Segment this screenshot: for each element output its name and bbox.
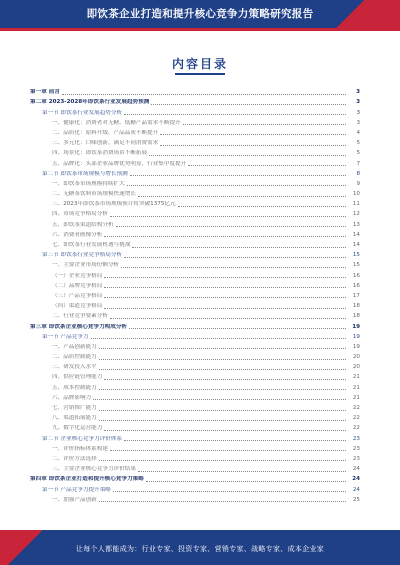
toc-leader-dots: [91, 338, 346, 339]
toc-entry[interactable]: [30, 188, 360, 198]
toc-entry[interactable]: [30, 117, 360, 127]
toc-entry[interactable]: [30, 494, 360, 504]
toc-page-number: 24: [352, 486, 360, 493]
toc-leader-dots: [149, 155, 346, 156]
toc-entry[interactable]: [30, 453, 360, 463]
toc-entry-text: 一、产品创新能力: [52, 343, 97, 350]
toc-leader-dots: [151, 104, 346, 105]
toc-entry-text: 九、数字化运营能力: [52, 425, 103, 432]
toc-entry-text: 第二节 即饮茶市场规模与增长预测: [42, 170, 128, 177]
toc-page-number: 24: [352, 466, 360, 473]
toc-entry-text: （三）产品竞争格局: [52, 292, 103, 299]
toc-leader-dots: [104, 297, 346, 298]
toc-leader-dots: [99, 359, 346, 360]
toc-page-number: 12: [352, 211, 360, 218]
toc-entry-text: 二、无糖茶饮料市场规模快速增长: [52, 191, 136, 198]
toc-entry[interactable]: [30, 178, 360, 188]
toc-leader-dots: [183, 124, 346, 125]
toc-page-number: 21: [352, 374, 360, 381]
toc-entry-text: 五、品牌化：头部企业品牌优势明显，行业集中度提升: [52, 160, 187, 167]
toc-page-number: 24: [352, 476, 360, 483]
toc-leader-dots: [124, 257, 346, 258]
toc-entry-text: 七、营销推广能力: [52, 405, 97, 411]
toc-entry-text: 六、消费者画像分析: [52, 231, 103, 238]
toc-entry[interactable]: [30, 392, 360, 402]
toc-entry[interactable]: [30, 198, 360, 208]
toc-page-number: 14: [352, 231, 360, 238]
toc-leader-dots: [146, 481, 346, 482]
toc-page-number: 19: [352, 323, 360, 330]
footer-slogan: 让每个人都能成为：行业专家、投资专家、营销专家、战略专家、成本企业家: [75, 545, 325, 553]
toc-leader-dots: [130, 175, 346, 176]
toc-entry-text: 八、渠道拓展能力: [52, 415, 97, 422]
toc-entry-text: 一、评价指标体系构建: [52, 445, 108, 452]
toc-leader-dots: [138, 471, 346, 472]
toc-page-number: 20: [352, 354, 360, 361]
toc-entry-text: 三、多元化：口味创新，满足不同消费需求: [52, 140, 159, 147]
toc-entry-text: 六、品牌影响力: [52, 394, 92, 401]
toc-entry[interactable]: [30, 249, 360, 259]
toc-leader-dots: [104, 308, 346, 309]
toc-entry-text: 第一章 前言: [30, 89, 60, 96]
toc-entry[interactable]: [30, 443, 360, 453]
toc-page-number: 7: [356, 160, 360, 167]
toc-page-number: 5: [356, 140, 360, 147]
toc-leader-dots: [99, 369, 346, 370]
toc-leader-dots: [99, 410, 346, 411]
toc-entry[interactable]: [30, 412, 360, 422]
toc-page-number: 19: [352, 343, 360, 350]
toc-page-number: 21: [352, 394, 360, 401]
toc-entry-text: 第一节 产品竞争力: [42, 333, 89, 340]
toc-entry-text: 五、成本控制能力: [52, 384, 97, 391]
toc-leader-dots: [124, 114, 346, 115]
toc-entry[interactable]: [30, 106, 360, 116]
toc-page-number: 19: [352, 333, 360, 340]
toc-page-number: 21: [352, 384, 360, 391]
toc-leader-dots: [132, 247, 346, 248]
toc-leader-dots: [104, 287, 346, 288]
toc-entry[interactable]: [30, 331, 360, 341]
table-of-contents: [30, 86, 360, 504]
toc-leader-dots: [99, 501, 346, 502]
toc-entry-text: 四、供应链管理能力: [52, 374, 103, 381]
toc-entry[interactable]: [30, 351, 360, 361]
toc-leader-dots: [99, 348, 346, 349]
toc-entry[interactable]: [30, 341, 360, 351]
toc-entry-text: （一）企业竞争格局: [52, 272, 103, 279]
toc-entry-text: 一、健康化：消费者对无糖、低糖产品需求不断提升: [52, 119, 181, 126]
toc-leader-dots: [188, 165, 346, 166]
toc-leader-dots: [160, 145, 346, 146]
toc-leader-dots: [116, 226, 346, 227]
toc-page-number: 23: [352, 445, 360, 452]
toc-entry-text: 第三章 即饮茶企业核心竞争力构成分析: [30, 323, 128, 330]
toc-entry-text: 四、场景化：即饮茶消费场景不断拓展: [52, 150, 148, 157]
toc-entry[interactable]: [30, 290, 360, 300]
toc-page-number: 22: [352, 425, 360, 432]
toc-entry[interactable]: [30, 269, 360, 279]
toc-entry-text: 第二章 2023-2028年即饮茶行业发展趋势预测: [30, 99, 150, 106]
toc-entry[interactable]: [30, 86, 360, 96]
toc-leader-dots: [99, 389, 346, 390]
toc-page-number: 3: [356, 89, 360, 96]
toc-leader-dots: [160, 134, 346, 135]
toc-entry-text: （二）品牌竞争格局: [52, 282, 103, 289]
toc-leader-dots: [110, 216, 346, 217]
toc-page-number: 4: [356, 129, 360, 136]
toc-entry-text: 一、加强产品创新: [52, 496, 97, 503]
toc-page-number: 15: [352, 262, 360, 269]
toc-entry-text: 第三节 即饮茶行业竞争格局分析: [42, 252, 123, 259]
toc-entry[interactable]: [30, 127, 360, 137]
toc-leader-dots: [62, 94, 346, 95]
toc-page-number: 16: [352, 282, 360, 289]
toc-page-number: 11: [352, 201, 360, 208]
toc-entry-text: （四）渠道竞争格局: [52, 303, 103, 310]
toc-page-number: 22: [352, 405, 360, 411]
toc-title: 内容目录: [171, 57, 228, 71]
toc-entry-text: 第一节 产品竞争力提升策略: [42, 486, 111, 493]
toc-entry[interactable]: [30, 473, 360, 483]
toc-entry[interactable]: [30, 208, 360, 218]
toc-entry-text: 二、评价方法选择: [52, 455, 97, 462]
toc-page-number: 14: [352, 242, 360, 248]
toc-entry[interactable]: [30, 300, 360, 310]
toc-leader-dots: [178, 206, 346, 207]
toc-entry-text: 四、市场竞争格局分析: [52, 211, 108, 218]
toc-entry[interactable]: [30, 402, 360, 412]
toc-entry-text: 二、品质控制能力: [52, 354, 97, 361]
toc-entry[interactable]: [30, 259, 360, 269]
toc-leader-dots: [127, 185, 346, 186]
toc-entry-text: 二、品质化：原料升级，产品品质不断提升: [52, 129, 159, 136]
toc-page-number: 23: [352, 435, 360, 442]
toc-page-number: 5: [356, 150, 360, 157]
toc-entry[interactable]: [30, 168, 360, 178]
toc-leader-dots: [121, 267, 346, 268]
toc-leader-dots: [110, 318, 346, 319]
toc-entry-text: 第一节 即饮茶行业发展趋势分析: [42, 109, 123, 116]
toc-entry[interactable]: [30, 239, 360, 249]
toc-page-number: 20: [352, 364, 360, 371]
toc-page-number: 18: [352, 303, 360, 310]
toc-leader-dots: [138, 196, 346, 197]
toc-entry[interactable]: [30, 229, 360, 239]
toc-title-rule: [175, 73, 225, 75]
toc-entry[interactable]: [30, 137, 360, 147]
toc-page-number: 16: [352, 272, 360, 279]
toc-page-number: 8: [356, 170, 360, 177]
toc-leader-dots: [124, 440, 346, 441]
toc-leader-dots: [104, 277, 346, 278]
toc-entry-text: 三、2023年即饮茶市场规模预计将突破1375亿元: [52, 201, 176, 208]
toc-leader-dots: [104, 236, 346, 237]
toc-page-number: 23: [352, 455, 360, 462]
toc-leader-dots: [104, 430, 346, 431]
toc-leader-dots: [99, 460, 346, 461]
toc-page-number: 18: [352, 313, 360, 320]
toc-entry[interactable]: [30, 381, 360, 391]
toc-entry-text: 二、行业竞争要素分析: [52, 313, 108, 320]
toc-entry[interactable]: [30, 422, 360, 432]
toc-entry-text: 一、主要企业市场份额分析: [52, 262, 120, 269]
toc-entry[interactable]: [30, 157, 360, 167]
toc-entry[interactable]: [30, 147, 360, 157]
toc-entry[interactable]: [30, 463, 360, 473]
toc-page-number: 15: [352, 252, 360, 259]
header-divider: [0, 28, 400, 31]
toc-entry-text: 第二节 企业核心竞争力评价体系: [42, 435, 123, 442]
toc-page-number: 17: [352, 292, 360, 299]
toc-page-number: 22: [352, 415, 360, 422]
toc-entry-text: 第四章 即饮茶企业打造和提升核心竞争力策略: [30, 476, 144, 483]
toc-page-number: 10: [352, 191, 360, 198]
toc-leader-dots: [113, 491, 346, 492]
toc-page-number: 13: [352, 221, 360, 228]
toc-entry[interactable]: [30, 483, 360, 493]
toc-leader-dots: [110, 450, 346, 451]
toc-entry[interactable]: [30, 432, 360, 442]
toc-entry[interactable]: [30, 361, 360, 371]
toc-page-number: 3: [356, 99, 360, 106]
toc-page-number: 25: [352, 496, 360, 503]
toc-entry-text: 五、即饮茶渠道结构分析: [52, 221, 114, 228]
report-title: 即饮茶企业打造和提升核心竞争力策略研究报告: [86, 8, 314, 20]
toc-entry[interactable]: [30, 320, 360, 330]
toc-entry[interactable]: [30, 96, 360, 106]
toc-page-number: 9: [356, 180, 360, 187]
toc-entry[interactable]: [30, 310, 360, 320]
toc-entry-text: 三、主要企业核心竞争力评价结果: [52, 466, 136, 473]
toc-leader-dots: [129, 328, 346, 329]
toc-entry-text: 七、即饮茶行业发展机遇与挑战: [52, 242, 131, 248]
toc-entry[interactable]: [30, 280, 360, 290]
toc-page-number: 3: [356, 109, 360, 116]
toc-entry-text: 三、研发投入水平: [52, 364, 97, 371]
toc-leader-dots: [99, 420, 346, 421]
toc-leader-dots: [93, 399, 346, 400]
toc-entry-text: 一、即饮茶市场规模持续扩大: [52, 180, 125, 187]
toc-entry[interactable]: [30, 218, 360, 228]
toc-leader-dots: [104, 379, 346, 380]
toc-page-number: 3: [356, 119, 360, 126]
toc-entry[interactable]: [30, 371, 360, 381]
